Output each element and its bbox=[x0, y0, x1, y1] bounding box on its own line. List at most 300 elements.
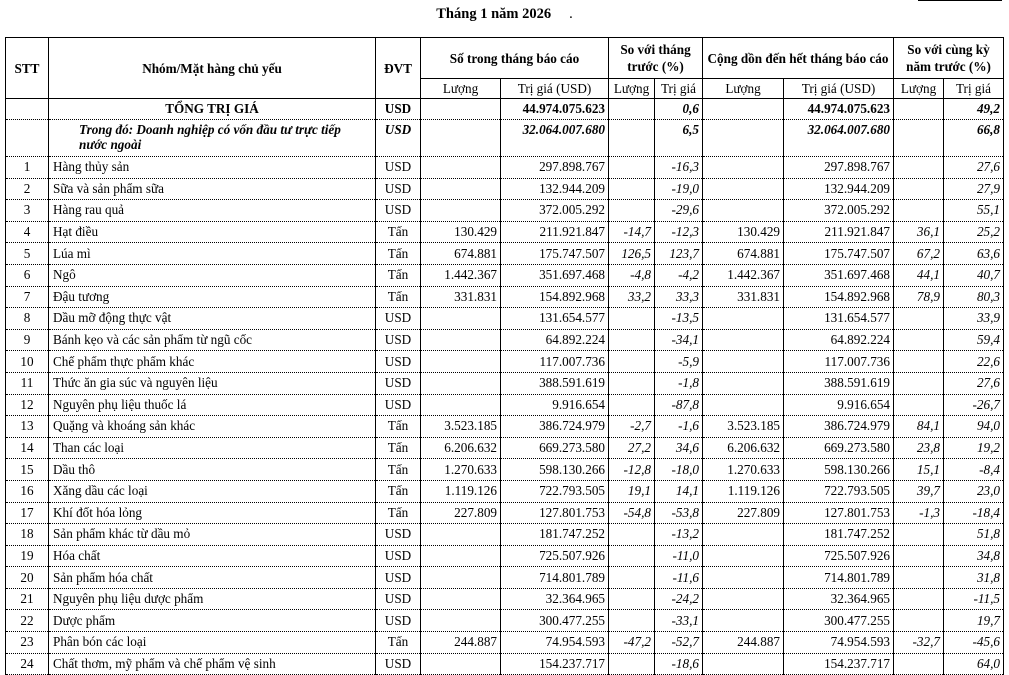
total-qty bbox=[421, 99, 501, 120]
row-unit: Tấn bbox=[376, 480, 421, 502]
row-year-value-pct: 40,7 bbox=[944, 264, 1004, 286]
row-cum-value: 181.747.252 bbox=[784, 524, 894, 546]
title-text: Tháng 1 năm 2026 bbox=[436, 6, 552, 22]
header-year-value-pct: Trị giá bbox=[944, 79, 1004, 99]
row-value: 131.654.577 bbox=[501, 308, 609, 330]
fdi-stt bbox=[6, 120, 49, 157]
row-qty: 130.429 bbox=[421, 221, 501, 243]
row-cum-value: 300.477.255 bbox=[784, 610, 894, 632]
row-unit: Tấn bbox=[376, 286, 421, 308]
total-year-qty-pct bbox=[894, 99, 944, 120]
row-stt: 18 bbox=[6, 524, 49, 546]
row-qty bbox=[421, 545, 501, 567]
row-value: 598.130.266 bbox=[501, 459, 609, 481]
row-unit: Tấn bbox=[376, 459, 421, 481]
row-qty-pct: -4,8 bbox=[609, 264, 655, 286]
row-value-pct: -53,8 bbox=[655, 502, 703, 524]
total-cum-value: 44.974.075.623 bbox=[784, 99, 894, 120]
row-unit: USD bbox=[376, 394, 421, 416]
row-cum-qty: 674.881 bbox=[703, 243, 784, 265]
row-value-pct: 14,1 bbox=[655, 480, 703, 502]
header-stt: STT bbox=[6, 38, 49, 99]
row-qty bbox=[421, 200, 501, 222]
total-value: 44.974.075.623 bbox=[501, 99, 609, 120]
row-cum-value: 598.130.266 bbox=[784, 459, 894, 481]
table-row bbox=[6, 459, 1004, 481]
fdi-value-pct: 6,5 bbox=[655, 120, 703, 157]
header-unit: ĐVT bbox=[376, 38, 421, 99]
row-name: Chế phẩm thực phẩm khác bbox=[49, 351, 376, 373]
row-value-pct: -11,6 bbox=[655, 567, 703, 589]
fdi-name: Trong đó: Doanh nghiệp có vốn đầu tư trực tiếp nước ngoài bbox=[49, 120, 376, 157]
row-year-value-pct: 19,2 bbox=[944, 437, 1004, 459]
row-cum-qty: 3.523.185 bbox=[703, 416, 784, 438]
row-stt: 21 bbox=[6, 588, 49, 610]
total-stt bbox=[6, 99, 49, 120]
row-unit: USD bbox=[376, 372, 421, 394]
row-cum-value: 9.916.654 bbox=[784, 394, 894, 416]
row-year-qty-pct bbox=[894, 394, 944, 416]
row-unit: USD bbox=[376, 329, 421, 351]
header-cum-qty: Lượng bbox=[703, 79, 784, 99]
page-title bbox=[0, 6, 1009, 23]
row-value-pct: -12,3 bbox=[655, 221, 703, 243]
row-value-pct: 33,3 bbox=[655, 286, 703, 308]
row-cum-qty bbox=[703, 588, 784, 610]
row-year-qty-pct: -32,7 bbox=[894, 632, 944, 654]
row-name: Khí đốt hóa lỏng bbox=[49, 502, 376, 524]
total-cum-qty bbox=[703, 99, 784, 120]
row-year-value-pct: -11,5 bbox=[944, 588, 1004, 610]
row-year-value-pct: 51,8 bbox=[944, 524, 1004, 546]
row-qty bbox=[421, 524, 501, 546]
row-value: 32.364.965 bbox=[501, 588, 609, 610]
row-name: Hàng rau quả bbox=[49, 200, 376, 222]
row-qty-pct bbox=[609, 329, 655, 351]
header-vs-prev: So với tháng trước (%) bbox=[609, 38, 703, 79]
row-value-pct: -33,1 bbox=[655, 610, 703, 632]
row-year-value-pct: 25,2 bbox=[944, 221, 1004, 243]
row-value: 300.477.255 bbox=[501, 610, 609, 632]
row-unit: USD bbox=[376, 524, 421, 546]
row-unit: USD bbox=[376, 567, 421, 589]
table-row bbox=[6, 264, 1004, 286]
row-name: Sản phẩm khác từ dầu mỏ bbox=[49, 524, 376, 546]
row-qty-pct bbox=[609, 394, 655, 416]
row-unit: USD bbox=[376, 653, 421, 675]
row-qty bbox=[421, 610, 501, 632]
row-qty bbox=[421, 372, 501, 394]
fdi-year-value-pct: 66,8 bbox=[944, 120, 1004, 157]
row-stt: 19 bbox=[6, 545, 49, 567]
row-year-qty-pct bbox=[894, 157, 944, 179]
row-year-value-pct: -18,4 bbox=[944, 502, 1004, 524]
row-cum-qty bbox=[703, 200, 784, 222]
row-name: Hàng thủy sản bbox=[49, 157, 376, 179]
row-cum-qty bbox=[703, 329, 784, 351]
row-cum-qty: 331.831 bbox=[703, 286, 784, 308]
import-table bbox=[5, 37, 1004, 675]
row-cum-value: 127.801.753 bbox=[784, 502, 894, 524]
header-qty: Lượng bbox=[421, 79, 501, 99]
table-row bbox=[6, 243, 1004, 265]
row-unit: Tấn bbox=[376, 632, 421, 654]
row-qty-pct: -54,8 bbox=[609, 502, 655, 524]
row-value: 175.747.507 bbox=[501, 243, 609, 265]
row-unit: Tấn bbox=[376, 502, 421, 524]
row-year-value-pct: -8,4 bbox=[944, 459, 1004, 481]
row-year-qty-pct: 36,1 bbox=[894, 221, 944, 243]
row-cum-value: 131.654.577 bbox=[784, 308, 894, 330]
row-unit: USD bbox=[376, 588, 421, 610]
row-value-pct: -13,2 bbox=[655, 524, 703, 546]
table-row bbox=[6, 524, 1004, 546]
row-cum-qty bbox=[703, 308, 784, 330]
row-qty-pct: 19,1 bbox=[609, 480, 655, 502]
row-year-qty-pct bbox=[894, 329, 944, 351]
total-row bbox=[6, 99, 1004, 120]
row-qty-pct: 33,2 bbox=[609, 286, 655, 308]
row-unit: USD bbox=[376, 200, 421, 222]
row-stt: 8 bbox=[6, 308, 49, 330]
row-value: 351.697.468 bbox=[501, 264, 609, 286]
row-year-value-pct: 63,6 bbox=[944, 243, 1004, 265]
row-value-pct: -1,6 bbox=[655, 416, 703, 438]
row-unit: USD bbox=[376, 610, 421, 632]
row-value-pct: 34,6 bbox=[655, 437, 703, 459]
row-value: 127.801.753 bbox=[501, 502, 609, 524]
row-stt: 4 bbox=[6, 221, 49, 243]
fdi-cum-value: 32.064.007.680 bbox=[784, 120, 894, 157]
row-name: Dầu thô bbox=[49, 459, 376, 481]
row-year-qty-pct bbox=[894, 351, 944, 373]
total-unit: USD bbox=[376, 99, 421, 120]
row-year-qty-pct: 23,8 bbox=[894, 437, 944, 459]
table-row bbox=[6, 372, 1004, 394]
row-year-value-pct: 34,8 bbox=[944, 545, 1004, 567]
row-value-pct: -18,0 bbox=[655, 459, 703, 481]
row-qty-pct bbox=[609, 545, 655, 567]
fdi-qty bbox=[421, 120, 501, 157]
row-name: Dược phẩm bbox=[49, 610, 376, 632]
row-value-pct: -19,0 bbox=[655, 178, 703, 200]
row-stt: 11 bbox=[6, 372, 49, 394]
row-value-pct: -4,2 bbox=[655, 264, 703, 286]
row-name: Dầu mỡ động thực vật bbox=[49, 308, 376, 330]
row-unit: USD bbox=[376, 157, 421, 179]
table-row bbox=[6, 567, 1004, 589]
table-row bbox=[6, 416, 1004, 438]
row-cum-qty: 1.442.367 bbox=[703, 264, 784, 286]
row-cum-qty bbox=[703, 524, 784, 546]
row-name: Bánh kẹo và các sản phẩm từ ngũ cốc bbox=[49, 329, 376, 351]
row-cum-value: 132.944.209 bbox=[784, 178, 894, 200]
row-value-pct: -24,2 bbox=[655, 588, 703, 610]
row-cum-value: 388.591.619 bbox=[784, 372, 894, 394]
row-year-qty-pct: 84,1 bbox=[894, 416, 944, 438]
row-stt: 16 bbox=[6, 480, 49, 502]
row-unit: USD bbox=[376, 545, 421, 567]
table-row bbox=[6, 545, 1004, 567]
row-value: 669.273.580 bbox=[501, 437, 609, 459]
row-stt: 10 bbox=[6, 351, 49, 373]
table-row bbox=[6, 157, 1004, 179]
row-year-qty-pct bbox=[894, 545, 944, 567]
row-year-qty-pct bbox=[894, 372, 944, 394]
row-value: 132.944.209 bbox=[501, 178, 609, 200]
header-value-pct: Trị giá bbox=[655, 79, 703, 99]
row-cum-value: 386.724.979 bbox=[784, 416, 894, 438]
row-value: 181.747.252 bbox=[501, 524, 609, 546]
row-value: 722.793.505 bbox=[501, 480, 609, 502]
row-qty: 3.523.185 bbox=[421, 416, 501, 438]
row-cum-value: 669.273.580 bbox=[784, 437, 894, 459]
row-stt: 24 bbox=[6, 653, 49, 675]
row-stt: 14 bbox=[6, 437, 49, 459]
row-unit: Tấn bbox=[376, 416, 421, 438]
row-stt: 23 bbox=[6, 632, 49, 654]
row-cum-qty bbox=[703, 351, 784, 373]
header-qty-pct: Lượng bbox=[609, 79, 655, 99]
row-qty-pct: -14,7 bbox=[609, 221, 655, 243]
row-cum-value: 725.507.926 bbox=[784, 545, 894, 567]
row-qty-pct: 126,5 bbox=[609, 243, 655, 265]
row-value-pct: -34,1 bbox=[655, 329, 703, 351]
header-value: Trị giá (USD) bbox=[501, 79, 609, 99]
row-unit: Tấn bbox=[376, 264, 421, 286]
row-cum-value: 117.007.736 bbox=[784, 351, 894, 373]
total-qty-pct bbox=[609, 99, 655, 120]
header-vs-year: So với cùng kỳ năm trước (%) bbox=[894, 38, 1004, 79]
total-year-value-pct: 49,2 bbox=[944, 99, 1004, 120]
row-name: Xăng dầu các loại bbox=[49, 480, 376, 502]
row-cum-qty bbox=[703, 567, 784, 589]
row-qty: 6.206.632 bbox=[421, 437, 501, 459]
row-stt: 2 bbox=[6, 178, 49, 200]
row-value: 74.954.593 bbox=[501, 632, 609, 654]
row-year-value-pct: -26,7 bbox=[944, 394, 1004, 416]
row-name: Hóa chất bbox=[49, 545, 376, 567]
row-name: Ngô bbox=[49, 264, 376, 286]
table-row bbox=[6, 286, 1004, 308]
row-qty bbox=[421, 653, 501, 675]
row-name: Lúa mì bbox=[49, 243, 376, 265]
row-stt: 17 bbox=[6, 502, 49, 524]
row-qty-pct bbox=[609, 200, 655, 222]
table-row bbox=[6, 437, 1004, 459]
header-group: Nhóm/Mặt hàng chủ yếu bbox=[49, 38, 376, 99]
title-mark: . bbox=[569, 6, 573, 22]
table-row bbox=[6, 588, 1004, 610]
row-cum-value: 154.237.717 bbox=[784, 653, 894, 675]
row-qty: 674.881 bbox=[421, 243, 501, 265]
row-value-pct: -11,0 bbox=[655, 545, 703, 567]
row-qty-pct bbox=[609, 524, 655, 546]
row-stt: 9 bbox=[6, 329, 49, 351]
row-value: 154.237.717 bbox=[501, 653, 609, 675]
row-cum-qty: 244.887 bbox=[703, 632, 784, 654]
table-row bbox=[6, 351, 1004, 373]
fdi-qty-pct bbox=[609, 120, 655, 157]
row-unit: USD bbox=[376, 351, 421, 373]
row-stt: 22 bbox=[6, 610, 49, 632]
row-cum-qty bbox=[703, 545, 784, 567]
fdi-cum-qty bbox=[703, 120, 784, 157]
row-year-qty-pct: 44,1 bbox=[894, 264, 944, 286]
row-value-pct: -87,8 bbox=[655, 394, 703, 416]
row-year-qty-pct bbox=[894, 610, 944, 632]
row-year-qty-pct bbox=[894, 200, 944, 222]
row-value: 372.005.292 bbox=[501, 200, 609, 222]
row-unit: Tấn bbox=[376, 437, 421, 459]
row-year-qty-pct bbox=[894, 588, 944, 610]
row-year-value-pct: 27,6 bbox=[944, 157, 1004, 179]
row-value-pct: -52,7 bbox=[655, 632, 703, 654]
row-value: 154.892.968 bbox=[501, 286, 609, 308]
row-stt: 20 bbox=[6, 567, 49, 589]
row-value-pct: -13,5 bbox=[655, 308, 703, 330]
row-cum-value: 372.005.292 bbox=[784, 200, 894, 222]
row-year-value-pct: 55,1 bbox=[944, 200, 1004, 222]
row-name: Sữa và sản phẩm sữa bbox=[49, 178, 376, 200]
row-name: Thức ăn gia súc và nguyên liệu bbox=[49, 372, 376, 394]
row-name: Hạt điều bbox=[49, 221, 376, 243]
row-qty bbox=[421, 588, 501, 610]
row-qty-pct bbox=[609, 372, 655, 394]
row-unit: Tấn bbox=[376, 243, 421, 265]
row-cum-qty: 6.206.632 bbox=[703, 437, 784, 459]
total-name: TỔNG TRỊ GIÁ bbox=[49, 99, 376, 120]
table-row bbox=[6, 308, 1004, 330]
row-value: 9.916.654 bbox=[501, 394, 609, 416]
row-cum-value: 722.793.505 bbox=[784, 480, 894, 502]
row-value-pct: -29,6 bbox=[655, 200, 703, 222]
row-stt: 3 bbox=[6, 200, 49, 222]
row-year-value-pct: 27,6 bbox=[944, 372, 1004, 394]
row-year-value-pct: 64,0 bbox=[944, 653, 1004, 675]
row-cum-qty: 227.809 bbox=[703, 502, 784, 524]
row-qty-pct: 27,2 bbox=[609, 437, 655, 459]
row-year-value-pct: 31,8 bbox=[944, 567, 1004, 589]
row-year-value-pct: 80,3 bbox=[944, 286, 1004, 308]
row-qty: 1.442.367 bbox=[421, 264, 501, 286]
row-year-qty-pct: 78,9 bbox=[894, 286, 944, 308]
row-qty-pct bbox=[609, 178, 655, 200]
fdi-row bbox=[6, 120, 1004, 157]
row-year-value-pct: 23,0 bbox=[944, 480, 1004, 502]
row-value-pct: -18,6 bbox=[655, 653, 703, 675]
row-stt: 15 bbox=[6, 459, 49, 481]
row-qty bbox=[421, 178, 501, 200]
row-stt: 5 bbox=[6, 243, 49, 265]
row-stt: 12 bbox=[6, 394, 49, 416]
row-qty bbox=[421, 329, 501, 351]
row-value: 725.507.926 bbox=[501, 545, 609, 567]
row-qty-pct bbox=[609, 588, 655, 610]
row-year-qty-pct bbox=[894, 653, 944, 675]
row-qty: 227.809 bbox=[421, 502, 501, 524]
row-cum-value: 154.892.968 bbox=[784, 286, 894, 308]
row-cum-qty bbox=[703, 157, 784, 179]
row-stt: 6 bbox=[6, 264, 49, 286]
row-year-value-pct: 33,9 bbox=[944, 308, 1004, 330]
table-row bbox=[6, 221, 1004, 243]
row-value-pct: 123,7 bbox=[655, 243, 703, 265]
row-qty: 1.270.633 bbox=[421, 459, 501, 481]
row-qty-pct bbox=[609, 351, 655, 373]
row-value: 297.898.767 bbox=[501, 157, 609, 179]
row-value: 117.007.736 bbox=[501, 351, 609, 373]
row-cum-value: 351.697.468 bbox=[784, 264, 894, 286]
table-row bbox=[6, 394, 1004, 416]
row-qty bbox=[421, 394, 501, 416]
row-year-value-pct: 27,9 bbox=[944, 178, 1004, 200]
row-value: 64.892.224 bbox=[501, 329, 609, 351]
row-qty-pct bbox=[609, 653, 655, 675]
row-qty: 244.887 bbox=[421, 632, 501, 654]
row-cum-qty bbox=[703, 610, 784, 632]
table-row bbox=[6, 653, 1004, 675]
table-header bbox=[6, 38, 1004, 99]
row-cum-qty bbox=[703, 394, 784, 416]
table-row bbox=[6, 178, 1004, 200]
row-cum-qty: 130.429 bbox=[703, 221, 784, 243]
top-rule bbox=[918, 0, 1002, 1]
row-year-qty-pct: 67,2 bbox=[894, 243, 944, 265]
row-name: Sản phẩm hóa chất bbox=[49, 567, 376, 589]
table-row bbox=[6, 632, 1004, 654]
row-year-qty-pct bbox=[894, 178, 944, 200]
row-year-value-pct: 94,0 bbox=[944, 416, 1004, 438]
row-value: 211.921.847 bbox=[501, 221, 609, 243]
row-cum-value: 714.801.789 bbox=[784, 567, 894, 589]
row-year-qty-pct: -1,3 bbox=[894, 502, 944, 524]
row-stt: 13 bbox=[6, 416, 49, 438]
row-cum-value: 211.921.847 bbox=[784, 221, 894, 243]
row-qty bbox=[421, 308, 501, 330]
row-qty bbox=[421, 157, 501, 179]
row-stt: 7 bbox=[6, 286, 49, 308]
row-cum-value: 74.954.593 bbox=[784, 632, 894, 654]
row-cum-value: 297.898.767 bbox=[784, 157, 894, 179]
row-year-qty-pct bbox=[894, 524, 944, 546]
fdi-value: 32.064.007.680 bbox=[501, 120, 609, 157]
row-cum-qty bbox=[703, 372, 784, 394]
row-value-pct: -16,3 bbox=[655, 157, 703, 179]
row-cum-qty bbox=[703, 653, 784, 675]
row-year-value-pct: 59,4 bbox=[944, 329, 1004, 351]
row-year-value-pct: -45,6 bbox=[944, 632, 1004, 654]
row-year-value-pct: 19,7 bbox=[944, 610, 1004, 632]
table-row bbox=[6, 329, 1004, 351]
row-qty-pct bbox=[609, 610, 655, 632]
row-value: 386.724.979 bbox=[501, 416, 609, 438]
row-cum-qty: 1.119.126 bbox=[703, 480, 784, 502]
header-cumulative: Cộng dồn đến hết tháng báo cáo bbox=[703, 38, 894, 79]
row-qty bbox=[421, 567, 501, 589]
row-cum-qty: 1.270.633 bbox=[703, 459, 784, 481]
row-name: Than các loại bbox=[49, 437, 376, 459]
table-row bbox=[6, 480, 1004, 502]
header-month: Số trong tháng báo cáo bbox=[421, 38, 609, 79]
row-name: Nguyên phụ liệu dược phẩm bbox=[49, 588, 376, 610]
row-qty-pct bbox=[609, 567, 655, 589]
row-qty-pct bbox=[609, 308, 655, 330]
row-year-qty-pct bbox=[894, 567, 944, 589]
header-year-qty-pct: Lượng bbox=[894, 79, 944, 99]
row-value: 714.801.789 bbox=[501, 567, 609, 589]
row-value: 388.591.619 bbox=[501, 372, 609, 394]
